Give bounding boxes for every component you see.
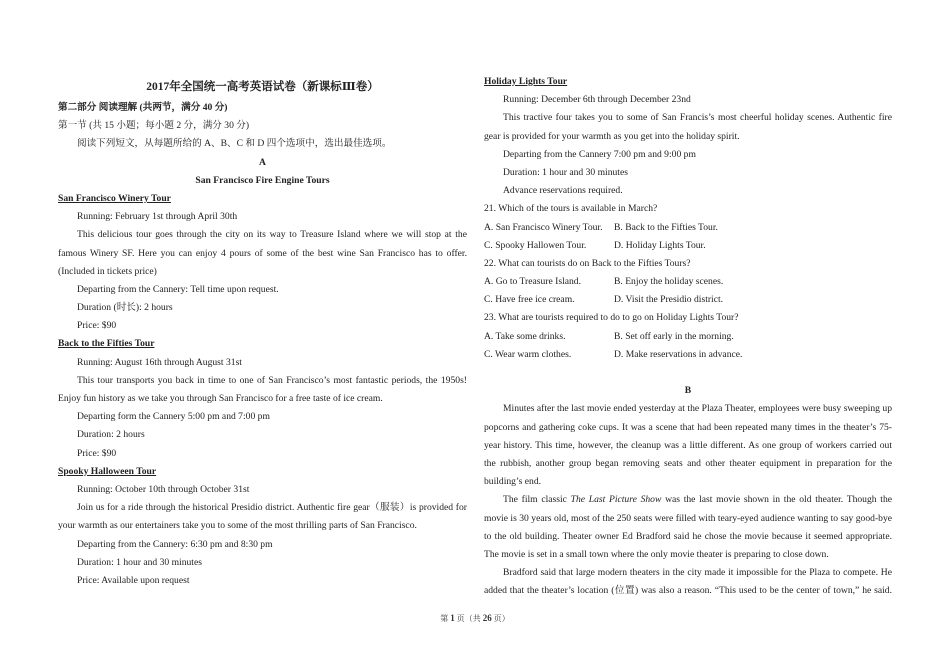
answer-options	[484, 273, 892, 291]
section-part-heading: 第二部分 阅读理解 (共两节，满分 40 分)	[58, 102, 228, 113]
tour-departing: Departing from the Cannery 7:00 pm and 9:00 pm	[503, 148, 696, 160]
section-one-heading: 第一节 (共 15 小题；每小题 2 分，满分 30 分)	[58, 120, 250, 132]
tour-price: Price: $90	[77, 447, 117, 459]
instructions: 阅读下列短文，从每题所给的 A、B、C 和 D 四个选项中，选出最佳选项。	[77, 138, 392, 150]
footer-text: 第	[440, 614, 449, 623]
option-c: C. Spooky Hallowen Tour.	[484, 239, 587, 251]
question-stem: 22. What can tourists do on Back to the Fifties Tours?	[484, 257, 691, 269]
tour-duration: Duration: 2 hours	[77, 429, 145, 441]
tour-description: This delicious tour goes through the city on its way to Treasure Island where we will stop at the	[77, 229, 467, 241]
answer-options	[484, 237, 892, 255]
tour-description: your warmth as our entertainers take you to some of the most thrilling parts of San Francisco.	[58, 520, 417, 532]
passage-paragraph-line: popcorns and gathering coke cups. It was a scene that had been repeated many times in the theater’s 75-	[484, 421, 892, 433]
tour-departing: Departing from the Cannery: Tell time upon request.	[77, 283, 279, 295]
option-a: A. San Francisco Winery Tour.	[484, 221, 603, 233]
passage-paragraph-line: Minutes after the last movie ended yesterday at the Plaza Theater, employees were busy sweeping up	[503, 403, 892, 415]
option-b: B. Back to the Fifties Tour.	[614, 221, 718, 233]
option-c: C. Have free ice cream.	[484, 294, 575, 306]
tour-departing: Departing from the Cannery: 6:30 pm and 8:30 pm	[77, 538, 273, 550]
tour-name-winery: San Francisco Winery Tour	[58, 192, 171, 204]
left-column	[58, 73, 467, 590]
passage-a-title: San Francisco Fire Engine Tours	[195, 174, 330, 186]
answer-options	[484, 219, 892, 237]
tour-name-fifties: Back to the Fifties Tour	[58, 338, 155, 350]
tour-running: Running: August 16th through August 31st	[77, 356, 242, 368]
option-d: D. Make reservations in advance.	[614, 348, 743, 360]
tour-description: Enjoy fun history as we take you through San Francisco for a free taste of ice cream.	[58, 393, 383, 404]
tour-duration: Duration (时长): 2 hours	[77, 302, 173, 314]
question-stem: 23. What are tourists required to do to go on Holiday Lights Tour?	[484, 312, 739, 324]
option-b: B. Enjoy the holiday scenes.	[614, 276, 724, 288]
passage-a-letter: A	[259, 156, 266, 168]
tour-duration: Duration: 1 hour and 30 minutes	[503, 166, 628, 178]
passage-paragraph-line: The movie is set in a small town where the only movie theater is preparing to close down.	[484, 548, 829, 560]
tour-name-holiday: Holiday Lights Tour	[484, 76, 568, 87]
option-a: A. Take some drinks.	[484, 330, 566, 342]
footer-text: 页）	[493, 614, 510, 623]
passage-paragraph-line: building’s end.	[484, 476, 542, 488]
right-column	[484, 73, 892, 600]
passage-paragraph-line: movie is 30 years old, most of the 250 seats were filled with teary-eyed audience wanting to say good-bye	[484, 512, 892, 524]
tour-name-halloween: Spooky Halloween Tour	[58, 465, 157, 477]
passage-paragraph-line	[484, 491, 892, 509]
tour-duration: Duration: 1 hour and 30 minutes	[77, 556, 202, 568]
total-pages-number: 26	[482, 613, 492, 623]
answer-options	[484, 346, 892, 364]
tour-description: This tour transports you back in time to one of San Francisco’s most fantastic periods, the 1950s!	[77, 374, 467, 386]
passage-paragraph-line: to the old building. Theater owner Ed Bradford said he chose the movie because it seemed appropriate.	[484, 530, 892, 542]
answer-options	[484, 328, 892, 346]
current-page-number: 1	[450, 613, 455, 623]
option-a: A. Go to Treasure Island.	[484, 276, 581, 288]
film-title: The Last Picture Show	[570, 494, 662, 506]
tour-running: Running: February 1st through April 30th	[77, 211, 238, 223]
page-footer	[0, 613, 950, 624]
option-d: D. Visit the Presidio district.	[614, 294, 724, 306]
tour-price: Price: Available upon request	[77, 574, 190, 586]
tour-advance-note: Advance reservations required.	[503, 185, 623, 197]
passage-paragraph-line: Bradford said that large modern theaters in the city made it impossible for the Plaza to compete. He	[503, 567, 892, 579]
option-b: B. Set off early in the morning.	[614, 330, 734, 342]
text-run: was the last movie shown in the old theater. Though the	[661, 494, 892, 506]
footer-text: 页（共	[456, 614, 481, 623]
tour-description: Join us for a ride through the historical Presidio district. Authentic fire gear（服装）is provided for	[77, 502, 467, 514]
option-c: C. Wear warm clothes.	[484, 348, 572, 360]
tour-price: Price: $90	[77, 320, 117, 332]
tour-description: gear is provided for your warmth as you get into the holiday spirit.	[484, 130, 740, 142]
tour-description: This tractive four takes you to some of San Francis’s most cheerful holiday scenes. Authentic fire	[503, 112, 892, 124]
tour-description: famous Winery SF. Here you can enjoy 4 pours of some of the best wine San Francisco has to offer.	[58, 247, 467, 259]
tour-description: (Included in tickets price)	[58, 265, 157, 277]
passage-paragraph-line: added that the theater’s location (位置) was also a reason. “This used to be the center of town,” he said.	[484, 585, 892, 597]
passage-paragraph-line: the rubbish, another group began removing seats and other theater equipment in preparation for the	[484, 457, 892, 469]
tour-running: Running: October 10th through October 31st	[77, 483, 250, 495]
text-run: The film classic	[503, 494, 571, 506]
passage-b-letter: B	[684, 385, 692, 397]
answer-options	[484, 291, 892, 309]
question-stem: 21. Which of the tours is available in March?	[484, 203, 658, 215]
tour-departing: Departing form the Cannery 5:00 pm and 7:00 pm	[77, 411, 270, 423]
tour-running: Running: December 6th through December 23nd	[503, 94, 691, 106]
passage-paragraph-line: year history. This time, however, the cleanup was a little different. As one group of workers carried out	[484, 439, 892, 451]
option-d: D. Holiday Lights Tour.	[614, 239, 706, 251]
exam-title: 2017年全国统一高考英语试卷（新课标Ⅲ卷）	[146, 81, 379, 93]
